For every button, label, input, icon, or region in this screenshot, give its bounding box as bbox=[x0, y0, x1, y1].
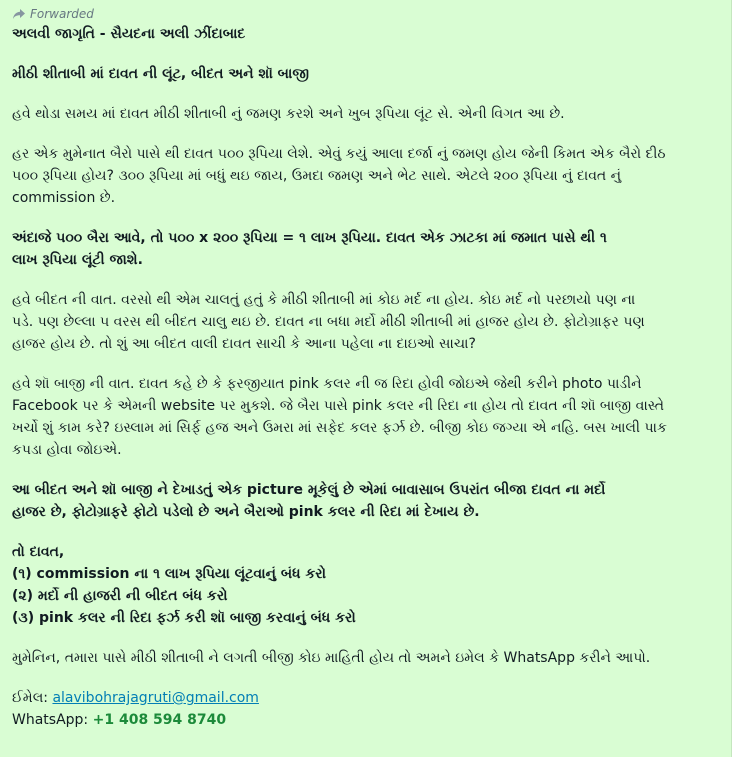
demand-item: (૩) pink કલર ની રિદા ફર્ઝ કરી શૉ બાજી કરવાનું બંધ કરો bbox=[12, 610, 356, 626]
paragraph-intro: હવે થોડા સમય માં દાવત મીઠી શીતાબી નું જમણ કરશે અને ખુબ રૂપિયા લૂંટ સે. એની વિગત આ છે. bbox=[12, 106, 565, 122]
message-heading: મીઠી શીતાબી માં દાવત ની લૂંટ, બીદત અને શૉ બાજી bbox=[12, 66, 309, 82]
paragraph-line: ખર્ચો શું કામ કરે? ઇસ્લામ માં સિર્ફ હજ અને ઉમરા માં સફેદ કલર ફર્ઝ છે. બીજી કોઇ જગ્યા એ નહિ. બસ ખાલી પાક bbox=[12, 420, 667, 436]
paragraph-line: અંદાજે ૫૦૦ બૈરા આવે, તો ૫૦૦ x ૨૦૦ રૂપિયા = ૧ લાખ રૂપિયા. દાવત એક ઝાટકા માં જમાત પાસે થી ૧ bbox=[12, 230, 607, 246]
demands-list bbox=[12, 541, 719, 629]
paragraph-line: Facebook પર કે એમની website પર મુકશે. જે બૈરા પાસે pink કલર ની રિદા ના હોય તો દાવત ની શૉ બાજી વાસ્તે bbox=[12, 398, 664, 414]
message-title: અલવી જાગૃતિ - સૈયદના અલી ઝીંદાબાદ bbox=[12, 26, 246, 42]
email-link[interactable]: alavibohrajagruti@gmail.com bbox=[52, 690, 259, 706]
paragraph-line: હર એક મુમેનાત બૈરો પાસે થી દાવત ૫૦૦ રૂપિયા લેશે. એવું કયું આલા દર્જા નું જમણ હોય જેની કિમત એક બૈરો દીઠ bbox=[12, 146, 666, 162]
paragraph-line: પડે. પણ છેલ્લા ૫ વરસ થી બીદત ચાલુ થઇ છે. દાવત ના બધા મર્દો મીઠી શીતાબી માં હાજર હોય છે. ફોટોગ્રાફર પણ bbox=[12, 314, 645, 330]
paragraph-cost bbox=[12, 143, 719, 209]
paragraph-line: commission છે. bbox=[12, 190, 116, 206]
paragraph-line: ૫૦૦ રૂપિયા હોય? ૩૦૦ રૂપિયા માં બધું થઇ જાય, ઉમદા જમણ અને ભેટ સાથે. એટલે ૨૦૦ રૂપિયા નું દાવત નું bbox=[12, 168, 622, 184]
paragraph-line: કપડા હોવા જોઇએ. bbox=[12, 442, 122, 458]
paragraph-request: મુમેનિન, તમારા પાસે મીઠી શીતાબી ને લગતી બીજી કોઇ માહિતી હોય તો અમને ઇમેલ કે WhatsApp કરીને આપો. bbox=[12, 650, 651, 666]
demand-item: (૧) commission ના ૧ લાખ રૂપિયા લૂંટવાનું બંધ કરો bbox=[12, 566, 327, 582]
paragraph-line: હવે બીદત ની વાત. વરસો થી એમ ચાલતું હતું કે મીઠી શીતાબી માં કોઇ મર્દ ના હોય. કોઇ મર્દ નો પરછાયો પણ ના bbox=[12, 292, 636, 308]
forward-arrow-icon bbox=[12, 8, 26, 20]
paragraph-estimate bbox=[12, 227, 719, 271]
forwarded-label: Forwarded bbox=[30, 7, 94, 21]
forwarded-indicator bbox=[12, 5, 719, 23]
whatsapp-label: WhatsApp: bbox=[12, 712, 93, 728]
demands-intro: તો દાવત, bbox=[12, 544, 65, 560]
paragraph-line: હાજર છે, ફોટોગ્રાફરે ફોટો પડેલો છે અને બૈરાઓ pink કલર ની રિદા માં દેખાય છે. bbox=[12, 504, 480, 520]
paragraph-bidat bbox=[12, 289, 719, 355]
paragraph-line: લાખ રૂપિયા લૂંટી જાશે. bbox=[12, 252, 143, 268]
paragraph-picture bbox=[12, 479, 719, 523]
contact-email bbox=[12, 687, 719, 709]
whatsapp-phone-link[interactable]: +1 408 594 8740 bbox=[92, 712, 227, 728]
paragraph-show bbox=[12, 373, 719, 461]
contact-whatsapp bbox=[12, 709, 719, 731]
paragraph-line: હવે શૉ બાજી ની વાત. દાવત કહે છે કે ફરજીયાત pink કલર ની જ રિદા હોવી જોઇએ જેથી કરીને photo પાડીને bbox=[12, 376, 642, 392]
paragraph-line: આ બીદત અને શૉ બાજી ને દેખાડતું એક picture મૂકેલું છે એમાં બાવાસાબ ઉપરાંત બીજા દાવત ના મર્દો bbox=[12, 482, 606, 498]
demand-item: (૨) મર્દો ની હાજરી ની બીદત બંધ કરો bbox=[12, 588, 228, 604]
email-label: ઈમેલ: bbox=[12, 690, 53, 706]
paragraph-line: હાજર હોય છે. તો શું આ બીદત વાલી દાવત સાચી કે આના પહેલા ના દાઇઓ સાચા? bbox=[12, 336, 476, 352]
